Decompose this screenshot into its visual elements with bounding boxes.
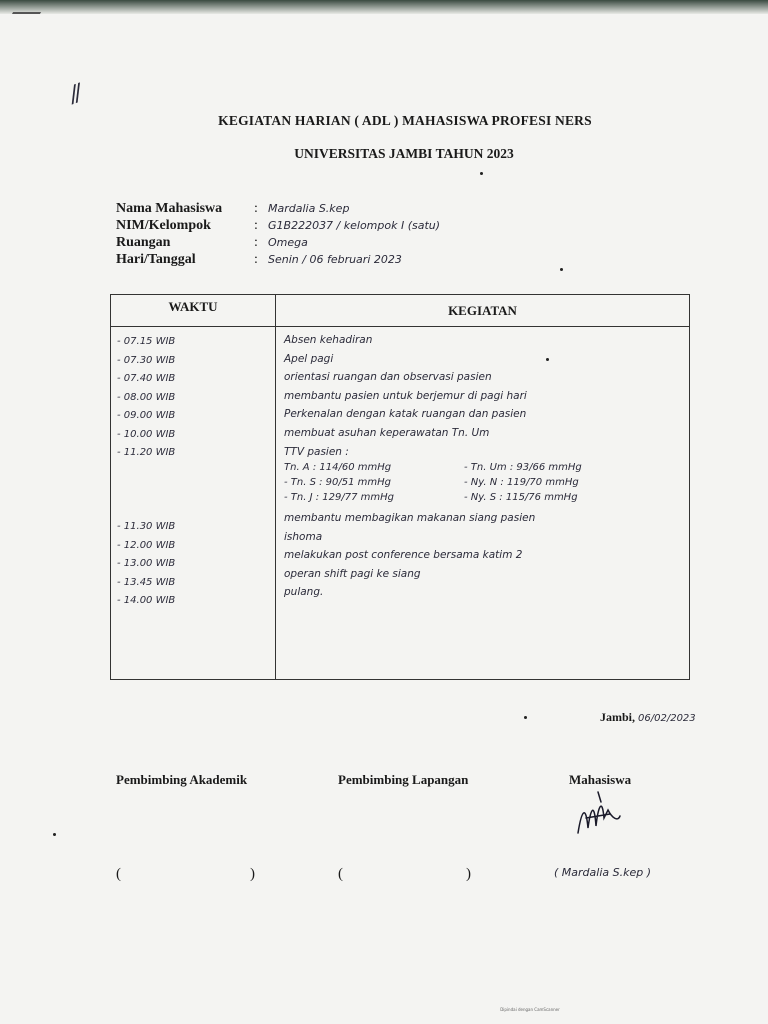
- colon: :: [254, 235, 258, 250]
- time-entry: - 07.40 WIB: [117, 373, 176, 384]
- info-row-ruangan: [116, 234, 616, 251]
- vital-entry: - Ny. N : 119/70 mmHg: [464, 477, 579, 488]
- time-entry: [117, 463, 275, 482]
- student-info: [116, 200, 616, 268]
- activity-entry: membantu membagikan makanan siang pasien: [284, 512, 536, 524]
- nama-label: Nama Mahasiswa: [116, 201, 223, 216]
- ruangan-label: Ruangan: [116, 235, 171, 250]
- activity-entry: Apel pagi: [284, 352, 334, 365]
- vital-entry: - Tn. J : 129/77 mmHg: [284, 492, 394, 503]
- vital-signs-grid: [284, 460, 689, 505]
- speck: [546, 358, 549, 361]
- activity-entry: ishoma: [284, 530, 323, 543]
- paren-close: ): [250, 866, 255, 882]
- activity-cell: [276, 327, 690, 680]
- time-entry: - 14.00 WIB: [117, 595, 176, 606]
- info-row-nim: [116, 217, 616, 234]
- tanggal-value: Senin / 06 februari 2023: [268, 253, 402, 266]
- date-value: 06/02/2023: [638, 713, 696, 724]
- page-title: KEGIATAN HARIAN ( ADL ) MAHASISWA PROFESI NERS: [218, 113, 592, 128]
- time-entry: [117, 500, 275, 519]
- colon: :: [254, 252, 258, 267]
- city-label: Jambi,: [600, 710, 636, 724]
- activity-entry: orientasi ruangan dan observasi pasien: [284, 371, 492, 383]
- paren-close: ): [466, 866, 471, 882]
- vital-entry: - Ny. S : 115/76 mmHg: [464, 492, 578, 503]
- time-entry: - 09.00 WIB: [117, 410, 176, 421]
- col-header-waktu: WAKTU: [111, 295, 276, 327]
- vital-entry: - Tn. Um : 93/66 mmHg: [464, 462, 582, 473]
- time-entry: - 13.00 WIB: [117, 558, 176, 569]
- pembimbing-akademik-label: Pembimbing Akademik: [116, 772, 248, 787]
- info-row-nama: [116, 200, 616, 217]
- activity-entry: TTV pasien :: [284, 446, 349, 458]
- time-entry: - 13.45 WIB: [117, 576, 176, 588]
- page-subtitle: UNIVERSITAS JAMBI TAHUN 2023: [294, 146, 514, 161]
- activity-entry: membuat asuhan keperawatan Tn. Um: [284, 426, 490, 439]
- tanggal-label: Hari/Tanggal: [116, 252, 196, 267]
- time-entry: - 07.15 WIB: [117, 336, 176, 347]
- ruangan-value: Omega: [268, 236, 308, 249]
- info-row-tanggal: [116, 251, 616, 268]
- signature-mark: [568, 788, 628, 848]
- pembimbing-lapangan-label: Pembimbing Lapangan: [338, 772, 469, 787]
- place-date: [600, 710, 696, 725]
- time-entry: - 08.00 WIB: [117, 391, 176, 403]
- colon: :: [254, 201, 258, 216]
- time-entry: - 07.30 WIB: [117, 354, 176, 366]
- colon: :: [254, 218, 258, 233]
- speck: [480, 172, 483, 175]
- time-entry: [117, 481, 275, 500]
- time-entry: - 10.00 WIB: [117, 428, 176, 440]
- time-cell: [111, 327, 276, 680]
- activity-entry: pulang.: [284, 586, 324, 598]
- activity-entry: operan shift pagi ke siang: [284, 567, 421, 580]
- paren-open: (: [116, 866, 121, 882]
- paren-open: (: [338, 866, 343, 882]
- speck: [53, 833, 56, 836]
- margin-scribble: //: [65, 81, 83, 108]
- activity-table: [110, 294, 690, 680]
- nama-value: Mardalia S.kep: [268, 202, 350, 215]
- activity-entry: melakukan post conference bersama katim 2: [284, 549, 523, 561]
- scanner-watermark: Dipindai dengan CamScanner: [500, 1007, 560, 1012]
- nim-value: G1B222037 / kelompok I (satu): [268, 219, 441, 232]
- activity-entry: Absen kehadiran: [284, 334, 373, 346]
- time-entry: - 11.30 WIB: [117, 521, 176, 532]
- col-header-kegiatan: KEGIATAN: [276, 295, 690, 327]
- time-entry: - 12.00 WIB: [117, 539, 176, 551]
- vital-entry: - Tn. S : 90/51 mmHg: [284, 477, 392, 488]
- speck: [560, 268, 563, 271]
- scan-top-edge: [0, 0, 768, 14]
- activity-entry: membantu pasien untuk berjemur di pagi hari: [284, 389, 527, 402]
- vital-entry: Tn. A : 114/60 mmHg: [284, 462, 392, 473]
- activity-entry: Perkenalan dengan katak ruangan dan pasien: [284, 408, 527, 420]
- speck: [524, 716, 527, 719]
- nim-label: NIM/Kelompok: [116, 218, 211, 233]
- time-entry: - 11.20 WIB: [117, 447, 176, 458]
- mahasiswa-label: Mahasiswa: [569, 772, 632, 787]
- mahasiswa-name: ( Mardalia S.kep ): [554, 866, 652, 879]
